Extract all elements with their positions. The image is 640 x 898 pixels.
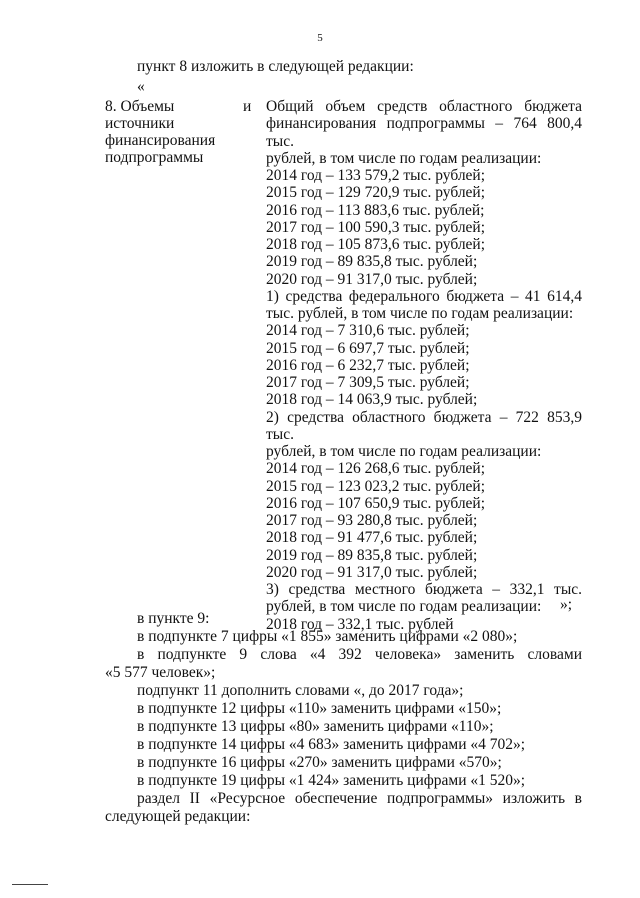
- table-conjunction: и: [243, 98, 252, 115]
- funding-line: Общий объем средств областного бюджета: [266, 98, 582, 115]
- funding-line: 2014 год – 126 268,6 тыс. рублей;: [266, 460, 486, 478]
- amendment-paragraph: в подпункте 16 цифры «270» заменить цифрами «570»;: [137, 754, 502, 771]
- amendment-paragraph: в пункте 9:: [137, 610, 210, 627]
- funding-line: рублей, в том числе по годам реализации:: [266, 443, 542, 460]
- amendment-paragraph: «5 577 человек»;: [105, 664, 216, 681]
- funding-line: 3) средства местного бюджета – 332,1 тыс.: [266, 581, 582, 598]
- funding-line: 2020 год – 91 317,0 тыс. рублей;: [266, 270, 478, 288]
- intro-text: пункт 8 изложить в следующей редакции:: [137, 58, 414, 75]
- amendment-paragraph: раздел II «Ресурсное обеспечение подпрограммы» изложить в: [137, 790, 582, 807]
- amendment-paragraph: подпункт 11 дополнить словами «, до 2017 года»;: [137, 682, 464, 699]
- amendment-paragraph: в подпункте 14 цифры «4 683» заменить цифрами «4 702»;: [137, 736, 526, 753]
- funding-line: 2018 год – 105 873,6 тыс. рублей;: [266, 236, 486, 253]
- amendment-paragraph: в подпункте 19 цифры «1 424» заменить цифрами «1 520»;: [137, 772, 526, 789]
- quote-open: «: [137, 78, 145, 95]
- amendment-paragraph: в подпункте 12 цифры «110» заменить цифрами «150»;: [137, 700, 502, 717]
- page-number: 5: [317, 32, 323, 44]
- funding-line: тыс. рублей, в том числе по годам реализации:: [266, 305, 574, 322]
- funding-line: 2017 год – 7 309,5 тыс. рублей;: [266, 374, 470, 391]
- amendment-paragraph: в подпункте 7 цифры «1 855» заменить цифрами «2 080»;: [137, 628, 518, 645]
- table-left-cell: 8. Объемы источники финансирования подпрограммы: [105, 98, 216, 166]
- funding-line: 2019 год – 89 835,8 тыс. рублей;: [266, 546, 478, 564]
- funding-line: 2017 год – 100 590,3 тыс. рублей;: [266, 218, 486, 236]
- amendment-paragraph: в подпункте 13 цифры «80» заменить цифрами «110»;: [137, 718, 494, 735]
- funding-line: 2015 год – 6 697,7 тыс. рублей;: [266, 339, 470, 357]
- funding-line: 2016 год – 6 232,7 тыс. рублей;: [266, 356, 470, 374]
- funding-line: финансирования подпрограммы – 764 800,4 тыс.: [266, 115, 582, 150]
- quote-close: »;: [560, 596, 573, 613]
- funding-line: 2015 год – 129 720,9 тыс. рублей;: [266, 184, 486, 202]
- funding-line: 2019 год – 89 835,8 тыс. рублей;: [266, 253, 478, 271]
- amendment-paragraph: следующей редакции:: [105, 808, 251, 825]
- funding-line: 2020 год – 91 317,0 тыс. рублей;: [266, 563, 478, 581]
- funding-line: 2015 год – 123 023,2 тыс. рублей;: [266, 477, 486, 495]
- table-right-cell: [266, 98, 582, 633]
- amendment-paragraph: в подпункте 9 слова «4 392 человека» заменить словами: [137, 646, 582, 663]
- funding-line: 2) средства областного бюджета – 722 853,9 тыс.: [266, 408, 582, 443]
- funding-line: 2014 год – 133 579,2 тыс. рублей;: [266, 167, 486, 184]
- funding-line: 2016 год – 107 650,9 тыс. рублей;: [266, 494, 486, 512]
- funding-line: 2016 год – 113 883,6 тыс. рублей;: [266, 201, 485, 219]
- funding-line: 2014 год – 7 310,6 тыс. рублей;: [266, 322, 470, 340]
- funding-line: 2017 год – 93 280,8 тыс. рублей;: [266, 512, 478, 529]
- funding-line: 1) средства федерального бюджета – 41 614,4: [266, 287, 582, 305]
- funding-line: рублей, в том числе по годам реализации:: [266, 598, 542, 616]
- amendments-block: [105, 610, 582, 826]
- funding-line: 2018 год – 91 477,6 тыс. рублей;: [266, 529, 478, 547]
- funding-line: 2018 год – 332,1 тыс. рублей: [266, 615, 454, 633]
- funding-line: рублей, в том числе по годам реализации:: [266, 149, 542, 167]
- funding-line: 2018 год – 14 063,9 тыс. рублей;: [266, 391, 478, 409]
- footer-rule: [12, 884, 48, 885]
